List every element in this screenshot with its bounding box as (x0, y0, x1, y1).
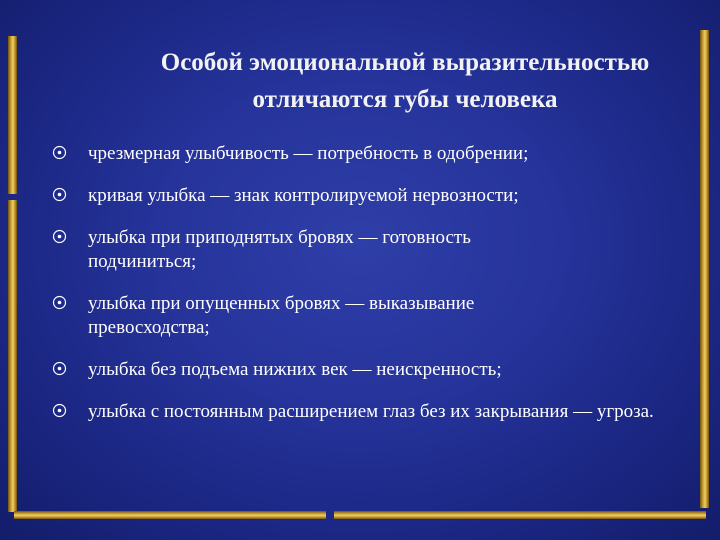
bullet-item (52, 226, 692, 274)
bullet-text: улыбка при приподнятых бровях — готовность подчиниться; (88, 227, 471, 272)
circled-dot-icon (52, 403, 67, 418)
bullet-text: улыбка без подъема нижних век — неискренность; (88, 359, 502, 380)
frame-bar-left-top (8, 36, 17, 194)
bullet-item (52, 358, 692, 382)
bullet-item (52, 184, 692, 208)
bullet-item (52, 400, 692, 424)
circled-dot-icon (52, 295, 67, 310)
slide-title-line-2: отличаются губы человека (252, 86, 558, 113)
circled-dot-icon (52, 361, 67, 376)
bullet-text: чрезмерная улыбчивость — потребность в одобрении; (88, 143, 529, 164)
bullet-text: кривая улыбка — знак контролируемой нервозности; (88, 185, 519, 206)
circled-dot-icon (52, 229, 67, 244)
bullet-text: улыбка при опущенных бровях — выказывание превосходства; (88, 293, 475, 338)
frame-bar-bottom-right (334, 511, 706, 519)
frame-bar-left-bottom (8, 200, 17, 512)
circled-dot-icon (52, 145, 67, 160)
circled-dot-icon (52, 187, 67, 202)
slide-title-line-1: Особой эмоциональной выразительностью (160, 49, 650, 76)
bullet-item (52, 292, 692, 340)
bullet-text: улыбка с постоянным расширением глаз без их закрывания — угроза. (88, 401, 654, 422)
frame-bar-bottom-left (14, 511, 326, 519)
slide-title (100, 44, 710, 118)
bullet-item (52, 142, 692, 166)
